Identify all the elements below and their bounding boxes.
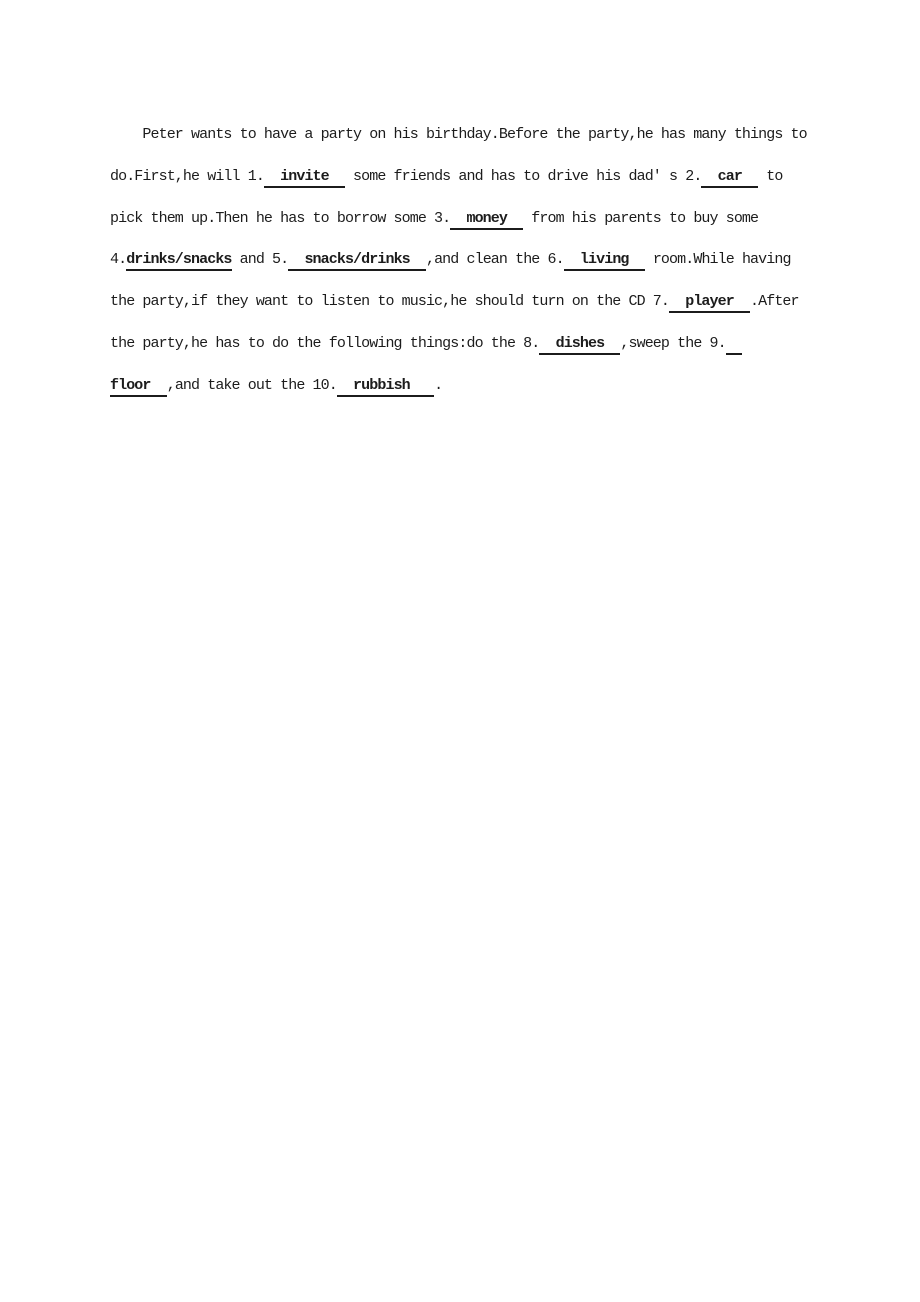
answer-blank: player	[669, 293, 750, 313]
passage-text: room.While having	[644, 251, 791, 269]
passage-text: the party,he has to do the following things:do the 8.	[110, 334, 540, 352]
passage-text: and 5.	[231, 251, 289, 269]
passage-text: do.First,he will 1.	[110, 167, 264, 185]
passage-text: ,sweep the 9.	[620, 334, 726, 352]
passage-line	[110, 198, 830, 240]
passage-line	[110, 281, 830, 323]
passage-text: to	[758, 167, 783, 185]
passage-text: Peter wants to have a party on his birthday.Before the party,he has many things to	[110, 126, 807, 143]
passage-text: .	[434, 376, 443, 394]
answer-blank: floor	[110, 377, 167, 397]
passage-text: ,and clean the 6.	[425, 251, 564, 269]
passage-text: .After	[750, 293, 799, 311]
passage-text: ,and take out the 10.	[166, 376, 337, 394]
answer-blank: dishes	[539, 335, 620, 355]
passage-text: from his parents to buy some	[523, 209, 759, 227]
passage-text: the party,if they want to listen to music,he should turn on the CD 7.	[110, 293, 670, 311]
answer-blank: invite	[264, 168, 345, 188]
passage-line	[110, 239, 830, 281]
answer-blank: car	[701, 168, 758, 188]
answer-blank: rubbish	[337, 377, 434, 397]
passage-text: 4.	[110, 251, 127, 269]
passage-line	[110, 114, 830, 156]
answer-blank: drinks/snacks	[126, 251, 231, 271]
answer-blank: money	[450, 210, 523, 230]
passage-text: some friends and has to drive his dad' s 2.	[344, 167, 702, 185]
passage-line	[110, 156, 830, 198]
answer-blank: living	[564, 251, 645, 271]
passage-line	[110, 365, 830, 407]
passage-line	[110, 323, 830, 365]
cloze-passage	[110, 114, 830, 407]
passage-text: pick them up.Then he has to borrow some 3.	[110, 209, 451, 227]
answer-blank	[726, 335, 742, 355]
answer-blank: snacks/drinks	[288, 251, 426, 271]
